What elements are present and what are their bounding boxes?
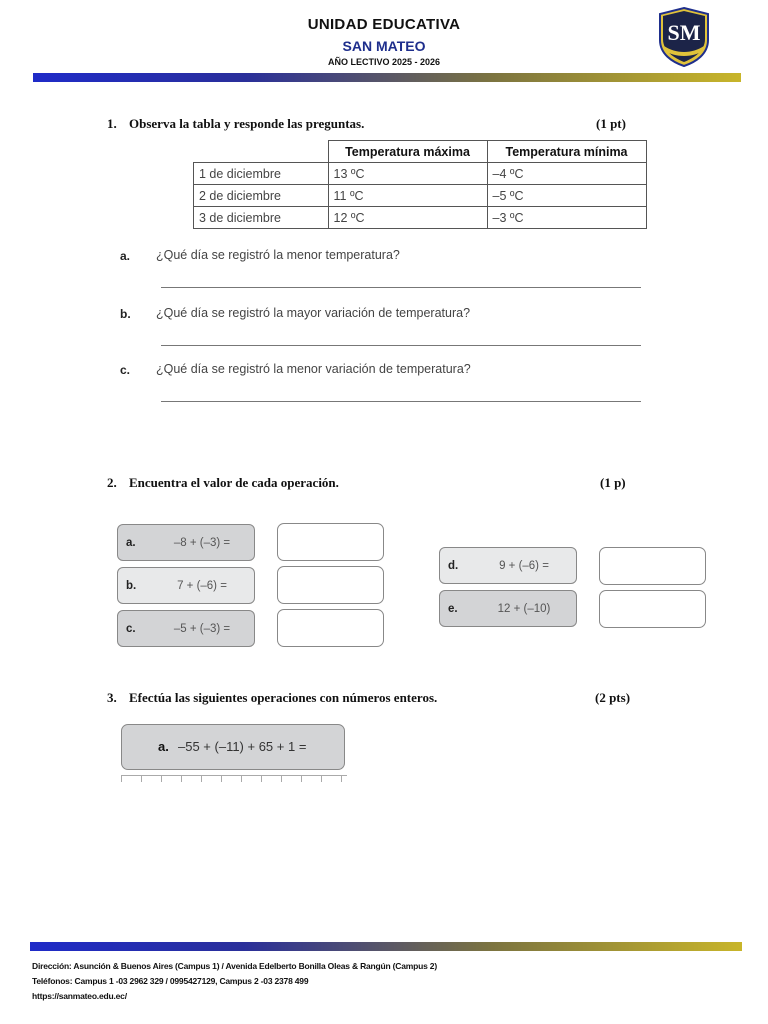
table-row <box>194 185 647 207</box>
answer-box-e[interactable] <box>599 590 706 628</box>
table-cell-min: –4 ºC <box>487 163 646 185</box>
question-1-number: 1. <box>107 116 117 131</box>
question-2-points: (1 p) <box>600 475 626 490</box>
q1-item-c-letter: c. <box>120 363 131 377</box>
table-cell-max: 12 ºC <box>328 207 487 229</box>
table-cell-max: 11 ºC <box>328 185 487 207</box>
school-year: AÑO LECTIVO 2025 - 2026 <box>327 57 441 67</box>
table-header-blank <box>194 141 329 163</box>
table-cell-day: 2 de diciembre <box>194 185 329 207</box>
table-cell-min: –3 ºC <box>487 207 646 229</box>
answer-box-b[interactable] <box>277 566 384 604</box>
school-logo <box>656 6 712 68</box>
question-2-title <box>107 475 339 491</box>
school-subname: SAN MATEO <box>342 38 426 54</box>
operation-c-expression: –5 + (–3) = <box>173 623 231 635</box>
table-header-min: Temperatura mínima <box>487 141 646 163</box>
operation-d <box>439 547 577 584</box>
question-2-text: Encuentra el valor de cada operación. <box>129 475 339 490</box>
question-1-text: Observa la tabla y responde las preguntas. <box>129 116 365 131</box>
table-row <box>194 207 647 229</box>
answer-box-a[interactable] <box>277 523 384 561</box>
table-header-max: Temperatura máxima <box>328 141 487 163</box>
operation-d-expression: 9 + (–6) = <box>499 560 549 572</box>
question-1-title <box>107 116 364 132</box>
q1-item-a-letter: a. <box>120 249 131 263</box>
operation-c <box>117 610 255 647</box>
operation-3a-letter: a. <box>158 739 169 754</box>
question-2-number: 2. <box>107 475 117 490</box>
table-cell-day: 1 de diciembre <box>194 163 329 185</box>
table-header-row <box>194 141 647 163</box>
footer-color-bar <box>30 942 742 951</box>
question-3-text: Efectúa las siguientes operaciones con números enteros. <box>129 690 438 705</box>
operation-a-expression: –8 + (–3) = <box>173 537 231 549</box>
operation-b-letter: b. <box>126 580 137 592</box>
operation-e <box>439 590 577 627</box>
question-3-points: (2 pts) <box>595 690 631 705</box>
operation-e-letter: e. <box>448 603 458 615</box>
footer-phones: Teléfonos: Campus 1 -03 2962 329 / 0995427129, Campus 2 -03 2378 499 <box>32 976 309 986</box>
table-cell-max: 13 ºC <box>328 163 487 185</box>
q1-item-a-text: ¿Qué día se registró la menor temperatura? <box>156 248 400 262</box>
operation-b-expression: 7 + (–6) = <box>177 580 227 592</box>
temperature-table <box>193 140 647 229</box>
q1-item-c-text: ¿Qué día se registró la menor variación de temperatura? <box>156 362 471 376</box>
q1-item-b-text: ¿Qué día se registró la mayor variación de temperatura? <box>156 306 471 320</box>
table-cell-day: 3 de diciembre <box>194 207 329 229</box>
operation-e-expression: 12 + (–10) <box>497 603 551 615</box>
operation-a <box>117 524 255 561</box>
operation-b <box>117 567 255 604</box>
operation-d-letter: d. <box>448 560 459 572</box>
answer-line-a[interactable] <box>161 287 641 288</box>
answer-box-c[interactable] <box>277 609 384 647</box>
logo-monogram: SM <box>667 20 701 45</box>
operation-3a <box>121 724 345 770</box>
q1-item-b-letter: b. <box>120 307 131 321</box>
table-cell-min: –5 ºC <box>487 185 646 207</box>
footer-website[interactable]: https://sanmateo.edu.ec/ <box>32 991 127 1001</box>
answer-line-c[interactable] <box>161 401 641 402</box>
operation-c-letter: c. <box>126 623 136 635</box>
working-grid[interactable] <box>121 775 347 782</box>
operation-a-letter: a. <box>126 537 136 549</box>
header-color-bar <box>33 73 741 82</box>
question-1-points: (1 pt) <box>596 116 626 131</box>
answer-box-d[interactable] <box>599 547 706 585</box>
answer-line-b[interactable] <box>161 345 641 346</box>
school-name: UNIDAD EDUCATIVA <box>307 16 461 33</box>
footer-address: Dirección: Asunción & Buenos Aires (Campus 1) / Avenida Edelberto Bonilla Oleas & Rangún (Campus 2) <box>32 961 437 971</box>
operation-3a-expression: –55 + (–11) + 65 + 1 = <box>178 739 307 754</box>
question-3-title <box>107 690 437 706</box>
table-row <box>194 163 647 185</box>
question-3-number: 3. <box>107 690 117 705</box>
